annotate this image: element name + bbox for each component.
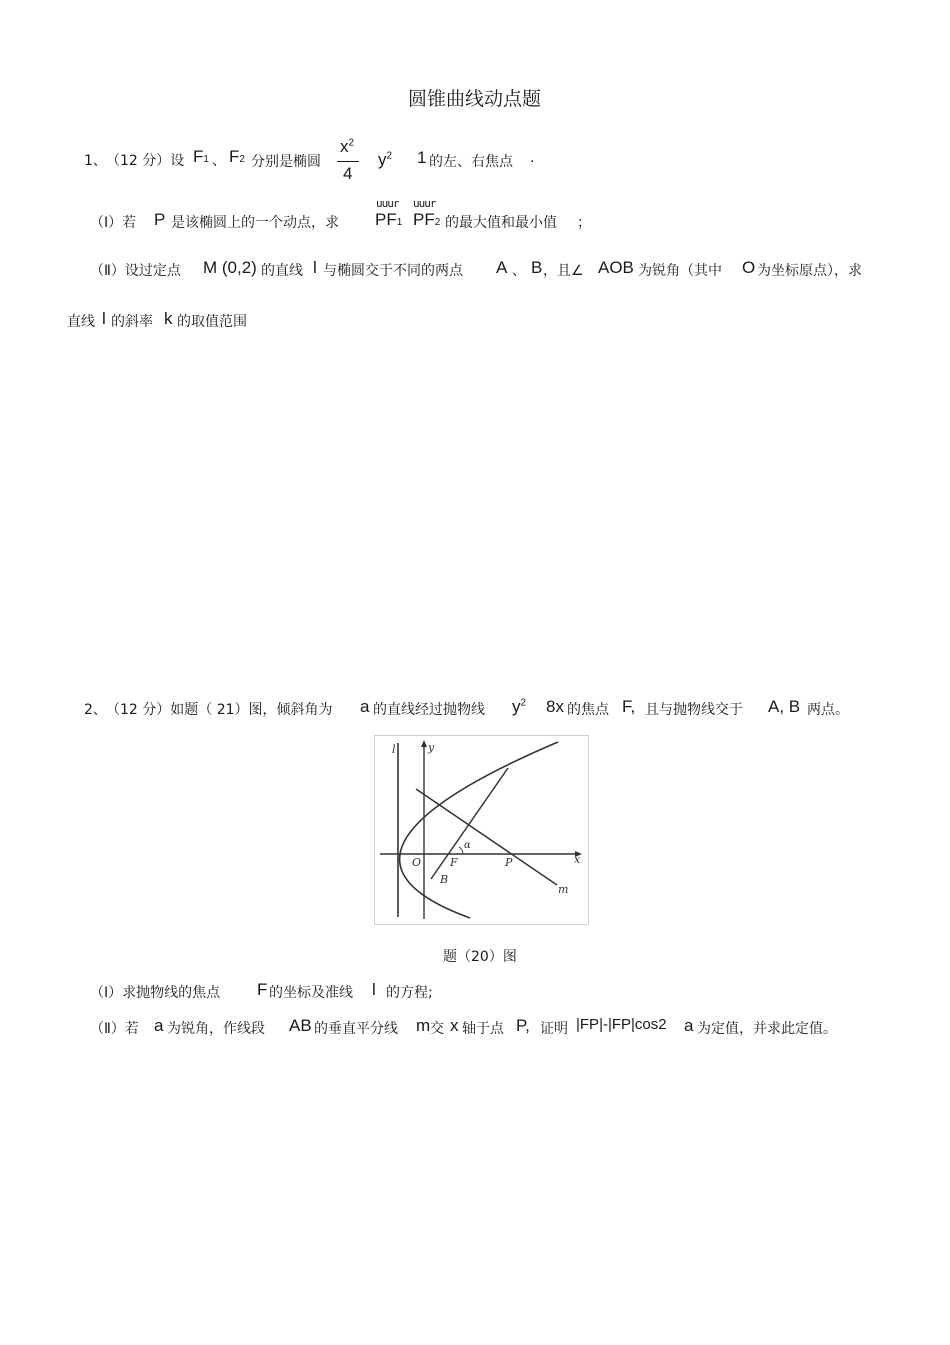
q1-pf1: PF1 xyxy=(375,210,403,229)
q1-number: 1、 xyxy=(84,153,107,169)
q1-p2-t3: ，且∠ xyxy=(543,263,584,279)
q1-p2-label: （Ⅱ）设过定点 xyxy=(90,263,181,279)
q1-f2: F2 xyxy=(229,147,245,166)
label-F: F xyxy=(450,856,458,869)
q1-text-end: 的左、右焦点 xyxy=(429,154,513,170)
q1-f1: F1 xyxy=(193,147,209,166)
q2-p1-t2: 的方程; xyxy=(386,985,433,1001)
q1-p2-t4: 为锐角（其中 xyxy=(638,263,722,279)
q1-p1-P: P xyxy=(154,210,166,229)
q1-period: . xyxy=(530,150,535,166)
q1-text-mid: 分别是椭圆 xyxy=(251,154,321,170)
q2-text1: （12 分）如题（ 21）图，倾斜角为 xyxy=(106,702,333,718)
q1-frac-den: 4 xyxy=(343,164,353,183)
q2-p2-AB: AB xyxy=(289,1016,312,1035)
q2-F: F, xyxy=(622,697,636,716)
q1-one: 1 xyxy=(417,148,427,167)
q1-p2-t2: 与椭圆交于不同的两点 xyxy=(323,263,463,279)
q2-p2-a: a xyxy=(154,1016,164,1035)
q1-p2-l: l xyxy=(313,258,317,277)
vector-arrow-1: uuur xyxy=(376,197,399,210)
figure-frame xyxy=(375,736,589,925)
q2-AB: A, B xyxy=(768,697,801,716)
q1-p2-t5: 为坐标原点），求 xyxy=(757,263,862,279)
q2-p1-l: l xyxy=(372,980,376,999)
q2-p2-label: （Ⅱ）若 xyxy=(90,1021,139,1037)
figure-caption: 题（20）图 xyxy=(443,949,517,965)
q1-p1-end: 的最大值和最小值 xyxy=(445,215,557,231)
q1-p2-line2-c: 的取值范围 xyxy=(177,314,247,330)
q2-p2-a2: a xyxy=(684,1016,694,1035)
q1-p2-O: O xyxy=(742,258,756,277)
label-y: y xyxy=(428,741,435,754)
q1-p2-line2-l: l xyxy=(102,309,106,328)
page-title: 圆锥曲线动点题 xyxy=(408,88,542,110)
q2-p2-t1: 为锐角，作线段 xyxy=(167,1021,265,1037)
q2-p2-t2: 的垂直平分线 xyxy=(314,1021,398,1037)
q2-y: $y^2$ xyxy=(512,697,527,716)
q2-text3: 的焦点 xyxy=(567,702,609,718)
q1-p1-label: （Ⅰ）若 xyxy=(90,215,137,231)
q1-p2-line2-k: k xyxy=(164,309,173,328)
q2-p1-t1: 的坐标及准线 xyxy=(269,985,353,1001)
q1-p2-sep: 、 xyxy=(512,263,526,279)
q1-p2-line2-a: 直线 xyxy=(67,314,95,330)
q2-text4: 且与抛物线交于 xyxy=(645,702,743,718)
q1-p2-line2-b: 的斜率 xyxy=(111,314,153,330)
q1-p2-t1: 的直线 xyxy=(261,263,303,279)
q1-p1-text: 是该椭圆上的一个动点，求 xyxy=(171,215,339,231)
q1-p2-A: A xyxy=(496,258,508,277)
q2-eq: 8x xyxy=(546,697,564,716)
label-l: l xyxy=(392,743,396,756)
q2-text5: 两点。 xyxy=(807,702,849,718)
q2-p2-t3: 交 xyxy=(430,1021,444,1037)
label-m: m xyxy=(558,883,569,896)
q2-text2: 的直线经过抛物线 xyxy=(373,702,485,718)
vector-arrow-2: uuur xyxy=(413,197,436,210)
q1-pf2: PF2 xyxy=(413,210,441,229)
q1-p2-AOB: AOB xyxy=(598,258,634,277)
q2-p2-x: x xyxy=(450,1016,459,1035)
q2-p2-P: P, xyxy=(516,1016,530,1035)
label-O: O xyxy=(412,856,422,869)
q2-p1-label: （Ⅰ）求抛物线的焦点 xyxy=(90,985,221,1001)
q1-p1-semicolon: ； xyxy=(577,215,591,231)
q1-sep: 、 xyxy=(212,153,226,169)
q2-a: a xyxy=(360,697,370,716)
q2-p1-F: F xyxy=(257,980,268,999)
label-alpha: α xyxy=(464,840,471,851)
q2-p2-expr: |FP|-|FP|cos2 xyxy=(576,1016,667,1033)
q1-frac-num: $x^2$ xyxy=(340,137,355,156)
q2-p2-t5: 证明 xyxy=(540,1021,568,1037)
q2-p2-t6: 为定值，并求此定值。 xyxy=(697,1021,837,1037)
q1-p2-M: M (0,2) xyxy=(203,258,257,277)
q1-p2-B: B xyxy=(531,258,543,277)
q2-p2-m: m xyxy=(416,1016,431,1035)
parabola-figure xyxy=(374,735,590,925)
q2-p2-t4: 轴于点 xyxy=(462,1021,504,1037)
q1-frac-line xyxy=(337,161,359,162)
label-P: P xyxy=(505,856,513,869)
q1-score: （12 分）设 xyxy=(106,153,185,169)
label-B: B xyxy=(440,873,449,886)
q1-y: $y^2$ xyxy=(378,150,393,169)
label-x: x xyxy=(574,853,581,866)
q2-number: 2、 xyxy=(84,702,107,718)
